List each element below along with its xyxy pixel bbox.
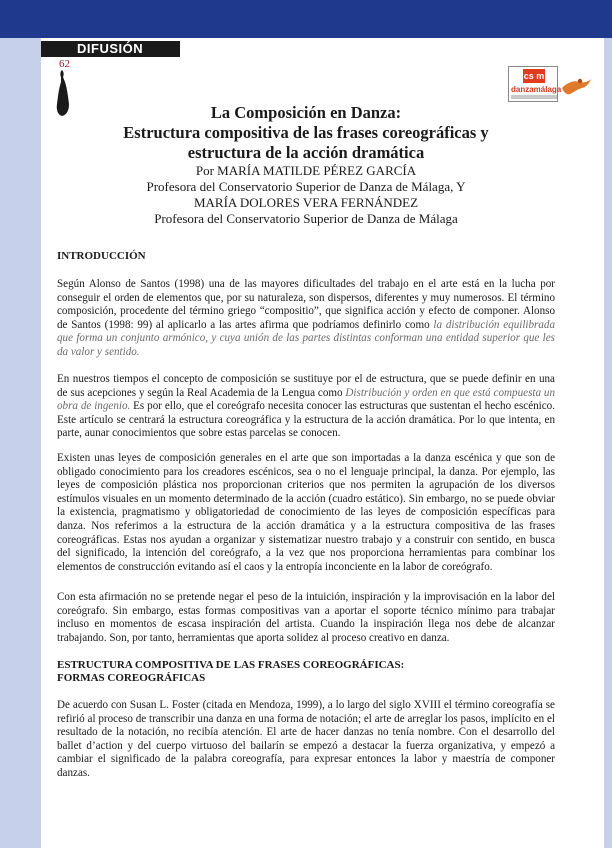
article-title-block [56, 103, 556, 227]
intro-paragraph-2 [57, 373, 555, 441]
logo-name: danzamálaga [511, 85, 562, 94]
section2-heading-line-2: FORMAS COREOGRÁFICAS [57, 672, 206, 684]
title-line-1: La Composición en Danza: [210, 103, 402, 122]
page-number: 62 [59, 58, 70, 70]
section2-heading [57, 659, 555, 685]
danzamalaga-logo [508, 66, 592, 102]
logo-box [508, 66, 562, 102]
intro-heading: INTRODUCCIÓN [57, 250, 146, 262]
section-label: DIFUSIÓN [41, 41, 180, 57]
author-line-2: Profesora del Conservatorio Superior de Danza de Málaga, Y [146, 179, 466, 194]
section2-paragraph-1: De acuerdo con Susan L. Foster (citada en Mendoza, 1999), a lo largo del siglo XVIII el término coreografía se refirió al proceso de transcribir una danza en una forma de notación; el arte de arreglar los pasos, implícito en el resultado de la notación, no recibía atención. El arte de hacer danzas no tenía nombre. Con el desarrollo del ballet d’action y del cuerpo virtuoso del bailarín se empezó a destacar la fuerza organizativa, y empezó a cambiar el significado de la palabra coreografía, para expresar entonces la labor y maestría de componer danzas. [57, 699, 555, 779]
top-color-bar [0, 0, 612, 38]
logo-subtitle-bar [511, 95, 557, 99]
intro-p2-quote: Distribución y orden en que está compuesta un obra de ingenio. [57, 386, 555, 413]
logo-acronym: cs m [523, 71, 545, 81]
intro-paragraph-1 [57, 278, 555, 360]
title-line-3: estructura de la acción dramática [187, 143, 425, 162]
intro-paragraph-3: Existen unas leyes de composición generales en el arte que son importadas a la danza escénica y que son de obligado conocimiento para los creadores escénicos, sea o no el lenguaje principal, la danza. Por ejemplo, las leyes de composición plástica nos proporcionan criterios que nos permiten la agrupación de los diversos estímulos visuales en un momento determinado de la acción (cuadro estático). Sin embargo, no se puede obviar la existencia, pragmatismo y obligatoriedad de conocimiento de las leyes de composición específicas para danza. Nos referimos a la estructura de la acción dramática y a la estructura compositiva de las frases coreográficas. Estas nos ayudan a organizar y sistematizar nuestro trabajo y a construir con sentido, en busca del significado, la intención del coreógrafo, a la vez que nos proporciona herramientas para combinar los elementos de construcción evitando así el caos y la entropía inconciente en la labor de coreógrafo. [57, 452, 555, 573]
left-margin-strip [0, 38, 41, 848]
intro-paragraph-4: Con esta afirmación no se pretende negar el peso de la intuición, inspiración y la improvisación en la labor del coreógrafo. Sin embargo, estas formas compositivas van a aportar el soporte técnico mínimo para trabajar incluso en momentos de escasa inspiración del artista. Cuando la inspiración llega nos debe de alcanzar trabajando. Son, por tanto, herramientas que aporta solidez al proceso creativo en danza. [57, 591, 555, 644]
title-line-2: Estructura compositiva de las frases coreográficas y [123, 123, 489, 142]
section2-heading-line-1: ESTRUCTURA COMPOSITIVA DE LAS FRASES COREOGRÁFICAS: [57, 659, 405, 671]
right-margin-strip [604, 38, 612, 848]
author-line-3: MARÍA DOLORES VERA FERNÁNDEZ [193, 195, 419, 210]
author-line-1: Por MARÍA MATILDE PÉREZ GARCÍA [195, 163, 417, 178]
intro-p1-quote: la distribución equilibrada que forma un conjunto armónico, y cuya unión de las partes distintas conforman una entidad superior que les da valor y sentido. [57, 318, 555, 358]
author-line-4: Profesora del Conservatorio Superior de Danza de Málaga [154, 211, 458, 226]
intro-p2-rest: Es por ello, que el coreógrafo necesita conocer las estructuras que sustentan el hecho escénico. Este artículo se centrará la estructura coreográfica y la estructura de la acción dramática. Por lo que intenta, en parte, aunar conocimientos que sobre estas parcelas se conocen. [57, 400, 555, 440]
intro-p2-text: En nuestros tiempos el concepto de composición se sustituye por el de estructura, que se puede definir en una de sus acepciones y según la Real Academia de la Lengua como [57, 373, 555, 399]
dancer-icon [560, 76, 592, 96]
intro-p1-text: Según Alonso de Santos (1998) una de las mayores dificultades del trabajo en el arte está en la lucha por conseguir el orden de elementos que, por su naturaleza, son dispersos, diferentes y muy numerosos. El término composición, procedente del término griego “compositio”, que significa acción y efecto de componer. Alonso de Santos (1998: 99) al aplicarlo a las artes afirma que podríamos definirlo como [57, 278, 555, 331]
